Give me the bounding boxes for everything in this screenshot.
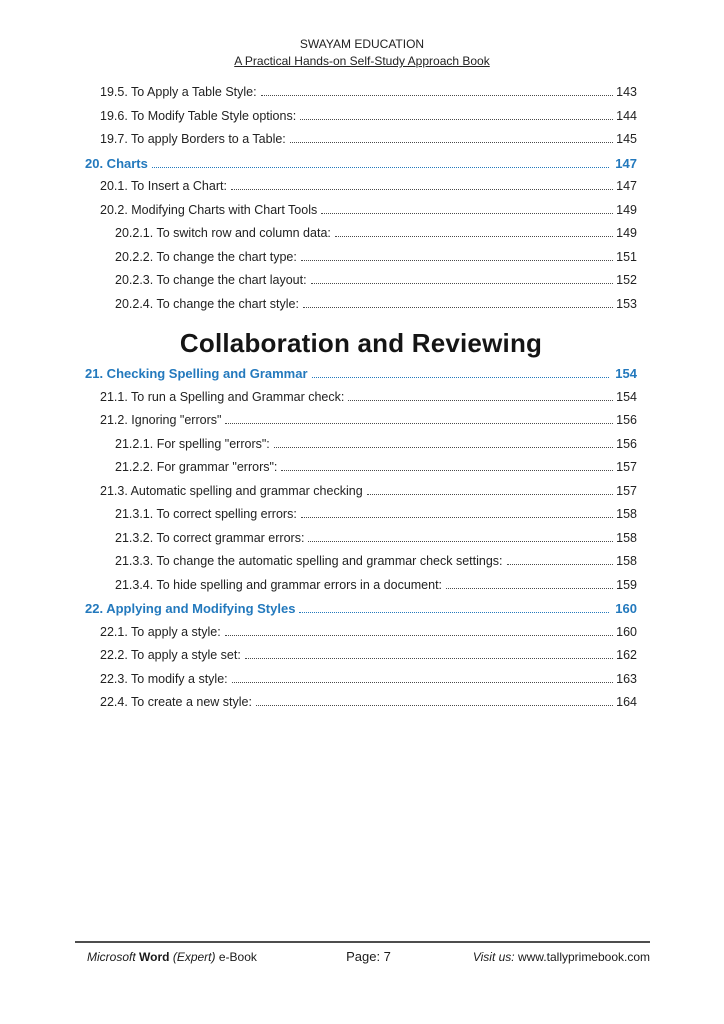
table-of-contents [85,85,637,719]
toc-entry-page: 160 [615,601,637,616]
toc-leader-dots [311,283,614,284]
toc-entry[interactable] [85,648,637,672]
toc-entry-label: 21.2.2. For grammar "errors": [115,460,278,474]
toc-entry-page: 151 [616,249,637,264]
toc-entry-page: 143 [616,85,637,99]
toc-leader-dots [301,517,613,518]
toc-entry[interactable] [85,156,637,180]
toc-entry-label: 19.6. To Modify Table Style options: [100,108,297,123]
toc-leader-dots [261,95,614,96]
toc-entry[interactable] [85,179,637,203]
toc-leader-dots [348,400,613,401]
toc-entry-page: 162 [616,648,637,662]
footer-book-info [75,950,346,964]
toc-entry-page: 152 [616,273,637,287]
toc-entry-page: 154 [616,389,637,404]
header-organization: SWAYAM EDUCATION [299,37,425,51]
toc-entry-label: 21.1. To run a Spelling and Grammar check: [100,389,345,404]
toc-entry-page: 153 [616,296,637,311]
toc-entry[interactable] [85,672,637,696]
toc-entry-label: 20.1. To Insert a Chart: [100,179,227,193]
toc-leader-dots [303,307,613,308]
toc-entry[interactable] [85,625,637,649]
toc-entry[interactable] [85,250,637,274]
toc-entry-page: 147 [615,155,637,171]
toc-entry-label: 21.3.1. To correct spelling errors: [115,507,297,521]
toc-entry-label: 22. Applying and Modifying Styles [85,601,296,616]
toc-leader-dots [281,470,613,471]
toc-entry-page: 156 [616,436,637,451]
toc-leader-dots [152,167,609,168]
toc-leader-dots [225,635,613,636]
toc-leader-dots [290,142,613,143]
footer-visit-url[interactable]: www.tallyprimebook.com [517,950,651,964]
toc-entry[interactable] [85,273,637,297]
toc-entry[interactable] [85,507,637,531]
toc-entry-label: 21. Checking Spelling and Grammar [85,366,308,381]
toc-entry-page: 154 [615,366,637,381]
toc-entry-page: 149 [616,202,637,217]
toc-entry-label: 21.3.3. To change the automatic spelling and grammar check settings: [115,554,503,568]
section-heading: Collaboration and Reviewing [179,327,543,358]
toc-leader-dots [301,260,613,261]
toc-leader-dots [231,189,613,190]
toc-entry[interactable] [85,531,637,555]
toc-leader-dots [335,236,613,237]
document-header [0,0,724,70]
page-footer [75,941,650,964]
toc-entry-page: 163 [616,671,637,686]
toc-entry-label: 20.2.2. To change the chart type: [115,249,297,264]
toc-entry-label: 22.2. To apply a style set: [100,648,241,662]
footer-visit [391,950,650,964]
toc-entry-label: 21.3.4. To hide spelling and grammar errors in a document: [115,577,443,592]
toc-entry[interactable] [85,695,637,719]
toc-entry-label: 21.2. Ignoring "errors" [100,413,222,427]
toc-entry-label: 21.3.2. To correct grammar errors: [115,530,305,545]
toc-entry-label: 19.5. To Apply a Table Style: [100,85,257,99]
footer-visit-label: Visit us: [472,950,515,964]
toc-entry[interactable] [85,460,637,484]
toc-entry-page: 158 [616,554,637,568]
toc-leader-dots [507,564,614,565]
toc-leader-dots [367,494,614,495]
toc-entry[interactable] [85,578,637,602]
toc-entry-label: 20.2.4. To change the chart style: [115,296,299,311]
toc-entry-page: 144 [616,108,637,123]
toc-entry[interactable] [85,484,637,508]
toc-leader-dots [256,705,613,706]
toc-entry-page: 160 [616,624,637,639]
toc-entry[interactable] [85,85,637,109]
toc-leader-dots [446,588,613,589]
toc-entry-label: 22.4. To create a new style: [100,695,252,709]
toc-leader-dots [300,119,613,120]
toc-entry-label: 20.2.3. To change the chart layout: [115,273,307,287]
toc-leader-dots [232,682,614,683]
toc-entry[interactable] [85,203,637,227]
toc-leader-dots [321,213,613,214]
toc-leader-dots [299,612,609,613]
toc-entry-label: 19.7. To apply Borders to a Table: [100,132,286,146]
toc-leader-dots [312,377,610,378]
toc-entry-page: 159 [616,577,637,592]
toc-entry-label: 21.2.1. For spelling "errors": [115,436,270,451]
toc-entry-page: 145 [616,132,637,146]
toc-entry[interactable] [85,366,637,390]
toc-entry[interactable] [85,413,637,437]
toc-entry[interactable] [85,390,637,414]
footer-ebook-label: e-Book [218,950,257,964]
toc-entry-label: 21.3. Automatic spelling and grammar checking [100,483,363,498]
toc-entry-page: 156 [616,413,637,427]
toc-entry[interactable] [85,554,637,578]
toc-entry-label: 20.2.1. To switch row and column data: [115,226,331,240]
toc-leader-dots [225,423,613,424]
toc-entry[interactable] [85,601,637,625]
toc-entry-page: 158 [616,507,637,521]
toc-entry[interactable] [85,109,637,133]
toc-entry[interactable] [85,132,637,156]
toc-entry-label: 20.2. Modifying Charts with Chart Tools [100,202,318,217]
footer-page-number: Page: 7 [346,949,391,964]
footer-brand: Microsoft [87,950,136,964]
toc-entry-page: 149 [616,226,637,240]
footer-book-name: Word [139,950,170,964]
toc-entry-label: 22.1. To apply a style: [100,624,221,639]
toc-leader-dots [308,541,613,542]
toc-entry-label: 20. Charts [85,155,148,171]
toc-entry[interactable] [85,226,637,250]
toc-entry-page: 147 [616,179,637,193]
toc-entry-page: 157 [616,460,637,474]
toc-leader-dots [245,658,613,659]
toc-entry-page: 157 [616,483,637,498]
toc-entry-label: 22.3. To modify a style: [100,671,228,686]
footer-book-edition: (Expert) [172,950,216,964]
toc-entry[interactable] [85,297,637,321]
toc-entry[interactable] [85,437,637,461]
toc-entry-page: 164 [616,695,637,709]
toc-entry-page: 158 [616,530,637,545]
header-book-title: A Practical Hands-on Self-Study Approach Book [234,54,490,68]
toc-leader-dots [274,447,613,448]
